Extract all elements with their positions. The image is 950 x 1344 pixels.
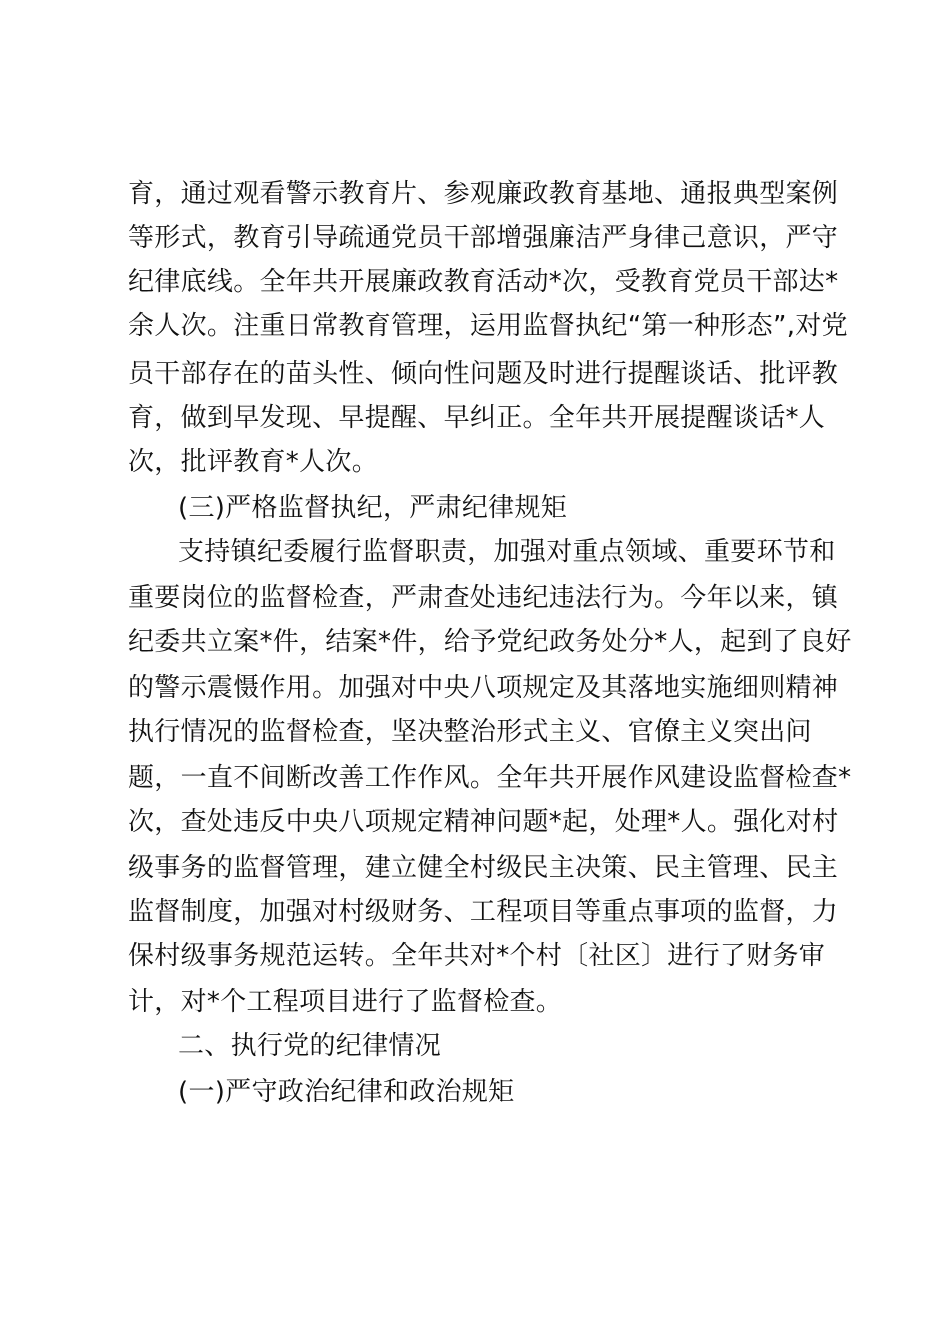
body-text-line: 育，通过观看警示教育片、参观廉政教育基地、通报典型案例 bbox=[128, 179, 839, 209]
body-text-line: 重要岗位的监督检查，严肃查处违纪违法行为。今年以来，镇 bbox=[128, 583, 839, 613]
body-text-line: 纪律底线。全年共开展廉政教育活动*次，受教育党员干部达* bbox=[128, 267, 839, 297]
body-text-line: 纪委共立案*件，结案*件，给予党纪政务处分*人，起到了良好 bbox=[128, 627, 852, 657]
body-text-line: 次，批评教育*人次。 bbox=[128, 447, 379, 477]
body-text-line: 次，查处违反中央八项规定精神问题*起，处理*人。强化对村 bbox=[128, 807, 839, 837]
chapter-heading: 二、执行党的纪律情况 bbox=[178, 1031, 442, 1061]
body-text-line: 保村级事务规范运转。全年共对*个村〔社区〕进行了财务审 bbox=[128, 941, 826, 971]
body-text-line: 级事务的监督管理，建立健全村级民主决策、民主管理、民主 bbox=[128, 853, 839, 883]
body-text-line: 余人次。注重日常教育管理，运用监督执纪“第一种形态”,对党 bbox=[128, 311, 848, 341]
body-text-line: 执行情况的监督检查，坚决整治形式主义、官僚主义突出问 bbox=[128, 717, 812, 747]
body-text-line: 员干部存在的苗头性、倾向性问题及时进行提醒谈话、批评教 bbox=[128, 359, 839, 389]
body-text-line: 计，对*个工程项目进行了监督检查。 bbox=[128, 987, 563, 1017]
body-text-line: 题，一直不间断改善工作作风。全年共开展作风建设监督检查* bbox=[128, 763, 852, 793]
body-text-line: 育，做到早发现、早提醒、早纠正。全年共开展提醒谈话*人 bbox=[128, 403, 826, 433]
body-text-line: 等形式，教育引导疏通党员干部增强廉洁严身律己意识，严守 bbox=[128, 223, 839, 253]
body-text-line: 监督制度，加强对村级财务、工程项目等重点事项的监督，力 bbox=[128, 897, 839, 927]
section-heading: (三)严格监督执纪，严肃纪律规矩 bbox=[178, 493, 568, 523]
paragraph-first-line: 支持镇纪委履行监督职责，加强对重点领域、重要环节和 bbox=[178, 537, 836, 567]
body-text-line: 的警示震慑作用。加强对中央八项规定及其落地实施细则精神 bbox=[128, 673, 839, 703]
section-heading: (一)严守政治纪律和政治规矩 bbox=[178, 1077, 515, 1107]
